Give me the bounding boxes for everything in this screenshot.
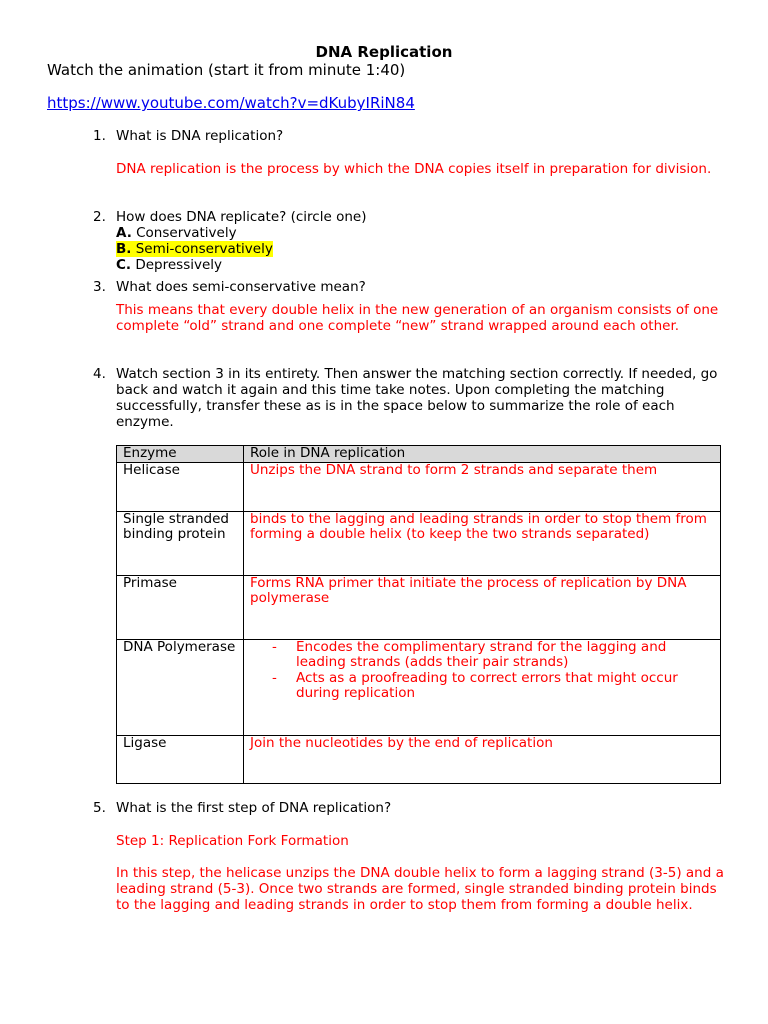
answer-3: This means that every double helix in the new generation of an organism consists of one complete “old” strand and one complete “new” strand wrapped around each other. <box>116 302 719 334</box>
role-list <box>250 640 714 702</box>
header-role: Role in DNA replication <box>244 446 721 463</box>
option-letter: B. <box>116 241 132 257</box>
bullet-dash: - <box>272 669 277 686</box>
question-number: 4. <box>93 366 106 382</box>
question-text: How does DNA replicate? (circle one) <box>116 209 367 225</box>
bullet-dash: - <box>272 638 277 655</box>
option-c[interactable] <box>116 257 222 273</box>
enzyme-cell: Single stranded binding protein <box>117 511 244 575</box>
enzyme-table <box>116 445 721 784</box>
question-text: What is DNA replication? <box>116 128 284 144</box>
role-text: Encodes the complimentary strand for the lagging and leading strands (adds their pair strands) <box>296 638 667 670</box>
table-row <box>117 639 721 735</box>
table-header-row <box>117 446 721 463</box>
table-row <box>117 575 721 639</box>
table-row <box>117 511 721 575</box>
role-cell: Forms RNA primer that initiate the process of replication by DNA polymerase <box>244 575 721 639</box>
page-title: DNA Replication <box>315 43 453 61</box>
role-cell: binds to the lagging and leading strands in order to stop them from forming a double helix (to keep the two strands separated) <box>244 511 721 575</box>
option-letter: C. <box>116 257 132 273</box>
question-number: 5. <box>93 800 106 816</box>
role-cell <box>244 639 721 735</box>
list-item <box>272 638 714 671</box>
answer-5: In this step, the helicase unzips the DNA double helix to form a lagging strand (3-5) and a leading strand (5-3). Once two strands are formed, single stranded binding protein binds to the lagging and leading strands in order to stop them from forming a double helix. <box>116 865 724 913</box>
header-enzyme: Enzyme <box>117 446 244 463</box>
answer-1: DNA replication is the process by which the DNA copies itself in preparation for division. <box>116 161 712 177</box>
question-number: 3. <box>93 279 106 295</box>
question-number: 1. <box>93 128 106 144</box>
enzyme-cell: DNA Polymerase <box>117 639 244 735</box>
option-b-selected[interactable] <box>116 241 273 257</box>
question-text: What is the first step of DNA replication? <box>116 800 392 816</box>
option-letter: A. <box>116 225 132 241</box>
role-text: Acts as a proofreading to correct errors that might occur during replication <box>296 669 678 701</box>
list-item <box>272 669 714 702</box>
role-cell: Unzips the DNA strand to form 2 strands and separate them <box>244 462 721 511</box>
table-row <box>117 735 721 783</box>
question-text: What does semi-conservative mean? <box>116 279 366 295</box>
role-cell: Join the nucleotides by the end of replication <box>244 735 721 783</box>
question-text: Watch section 3 in its entirety. Then answer the matching section correctly. If needed, go back and watch it again and this time take notes. Upon completing the matching successfully, transfer these as is in the space below to summarize the role of each enzyme. <box>116 366 718 430</box>
youtube-link[interactable]: https://www.youtube.com/watch?v=dKubyIRiN84 <box>47 94 415 112</box>
question-number: 2. <box>93 209 106 225</box>
option-text: Conservatively <box>131 225 237 241</box>
option-a[interactable] <box>116 225 237 241</box>
table-row <box>117 462 721 511</box>
step-heading: Step 1: Replication Fork Formation <box>116 833 349 849</box>
highlighted-answer <box>116 241 273 257</box>
option-text: Semi-conservatively <box>131 241 273 257</box>
enzyme-cell: Ligase <box>117 735 244 783</box>
option-text: Depressively <box>131 257 223 273</box>
enzyme-cell: Primase <box>117 575 244 639</box>
enzyme-cell: Helicase <box>117 462 244 511</box>
intro-text: Watch the animation (start it from minute 1:40) <box>47 61 406 79</box>
